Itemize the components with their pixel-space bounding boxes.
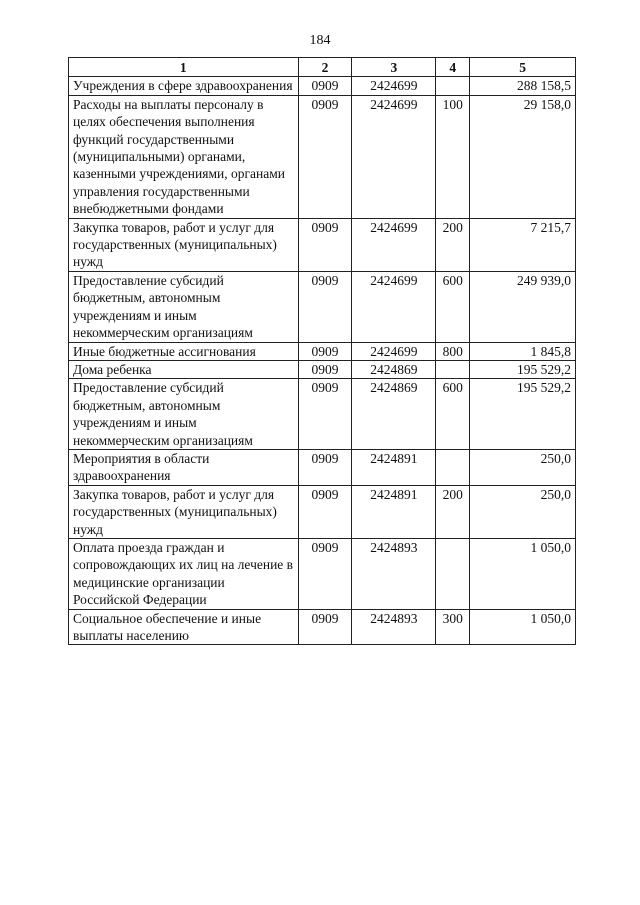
row-target: 2424699 (352, 77, 436, 95)
table-row (69, 485, 576, 538)
header-col-5: 5 (470, 58, 576, 77)
header-col-3: 3 (352, 58, 436, 77)
row-name: Мероприятия в области здравоохранения (69, 449, 299, 485)
row-amount: 250,0 (470, 449, 576, 485)
page-number: 184 (309, 33, 331, 48)
row-amount: 1 050,0 (470, 538, 576, 609)
table-header (69, 58, 576, 77)
row-type (436, 360, 470, 378)
row-name: Социальное обеспечение и иные выплаты населению (69, 609, 299, 645)
header-col-4: 4 (436, 58, 470, 77)
table-row (69, 538, 576, 609)
row-name: Иные бюджетные ассигнования (69, 342, 299, 360)
row-name: Закупка товаров, работ и услуг для государственных (муниципальных) нужд (69, 218, 299, 271)
row-target: 2424891 (352, 449, 436, 485)
row-amount: 29 158,0 (470, 95, 576, 218)
row-target: 2424699 (352, 218, 436, 271)
row-type: 100 (436, 95, 470, 218)
header-col-1: 1 (69, 58, 299, 77)
row-name: Закупка товаров, работ и услуг для государственных (муниципальных) нужд (69, 485, 299, 538)
row-section: 0909 (298, 95, 352, 218)
table-row (69, 77, 576, 95)
table-row (69, 95, 576, 218)
table-row (69, 218, 576, 271)
row-target: 2424699 (352, 95, 436, 218)
row-type (436, 77, 470, 95)
row-target: 2424699 (352, 342, 436, 360)
row-name: Дома ребенка (69, 360, 299, 378)
row-name: Предоставление субсидий бюджетным, автономным учреждениям и иным некоммерческим организациям (69, 379, 299, 450)
row-target: 2424891 (352, 485, 436, 538)
row-type (436, 538, 470, 609)
row-amount: 7 215,7 (470, 218, 576, 271)
row-type: 600 (436, 271, 470, 342)
row-type (436, 449, 470, 485)
row-section: 0909 (298, 609, 352, 645)
budget-table (68, 57, 576, 645)
row-target: 2424893 (352, 609, 436, 645)
row-section: 0909 (298, 449, 352, 485)
table-row (69, 271, 576, 342)
row-amount: 195 529,2 (470, 379, 576, 450)
row-amount: 250,0 (470, 485, 576, 538)
row-type: 800 (436, 342, 470, 360)
row-type: 600 (436, 379, 470, 450)
row-target: 2424869 (352, 379, 436, 450)
row-section: 0909 (298, 77, 352, 95)
row-section: 0909 (298, 271, 352, 342)
row-amount: 1 845,8 (470, 342, 576, 360)
row-target: 2424699 (352, 271, 436, 342)
row-amount: 249 939,0 (470, 271, 576, 342)
table-row (69, 609, 576, 645)
row-amount: 195 529,2 (470, 360, 576, 378)
row-section: 0909 (298, 218, 352, 271)
table-row (69, 449, 576, 485)
row-type: 300 (436, 609, 470, 645)
row-amount: 1 050,0 (470, 609, 576, 645)
row-name: Оплата проезда граждан и сопровождающих их лиц на лечение в медицинские организации Российской Федерации (69, 538, 299, 609)
row-target: 2424893 (352, 538, 436, 609)
table-row (69, 342, 576, 360)
header-row (69, 58, 576, 77)
row-type: 200 (436, 485, 470, 538)
header-col-2: 2 (298, 58, 352, 77)
row-name: Расходы на выплаты персоналу в целях обеспечения выполнения функций государственными (муниципальными) органами, казенными учреждениями, органами управления государственными внебюджетными фондами (69, 95, 299, 218)
row-section: 0909 (298, 360, 352, 378)
row-amount: 288 158,5 (470, 77, 576, 95)
row-section: 0909 (298, 342, 352, 360)
table-body (69, 77, 576, 645)
table-row (69, 360, 576, 378)
row-section: 0909 (298, 379, 352, 450)
row-section: 0909 (298, 485, 352, 538)
row-name: Предоставление субсидий бюджетным, автономным учреждениям и иным некоммерческим организациям (69, 271, 299, 342)
row-target: 2424869 (352, 360, 436, 378)
table-row (69, 379, 576, 450)
row-section: 0909 (298, 538, 352, 609)
row-name: Учреждения в сфере здравоохранения (69, 77, 299, 95)
row-type: 200 (436, 218, 470, 271)
